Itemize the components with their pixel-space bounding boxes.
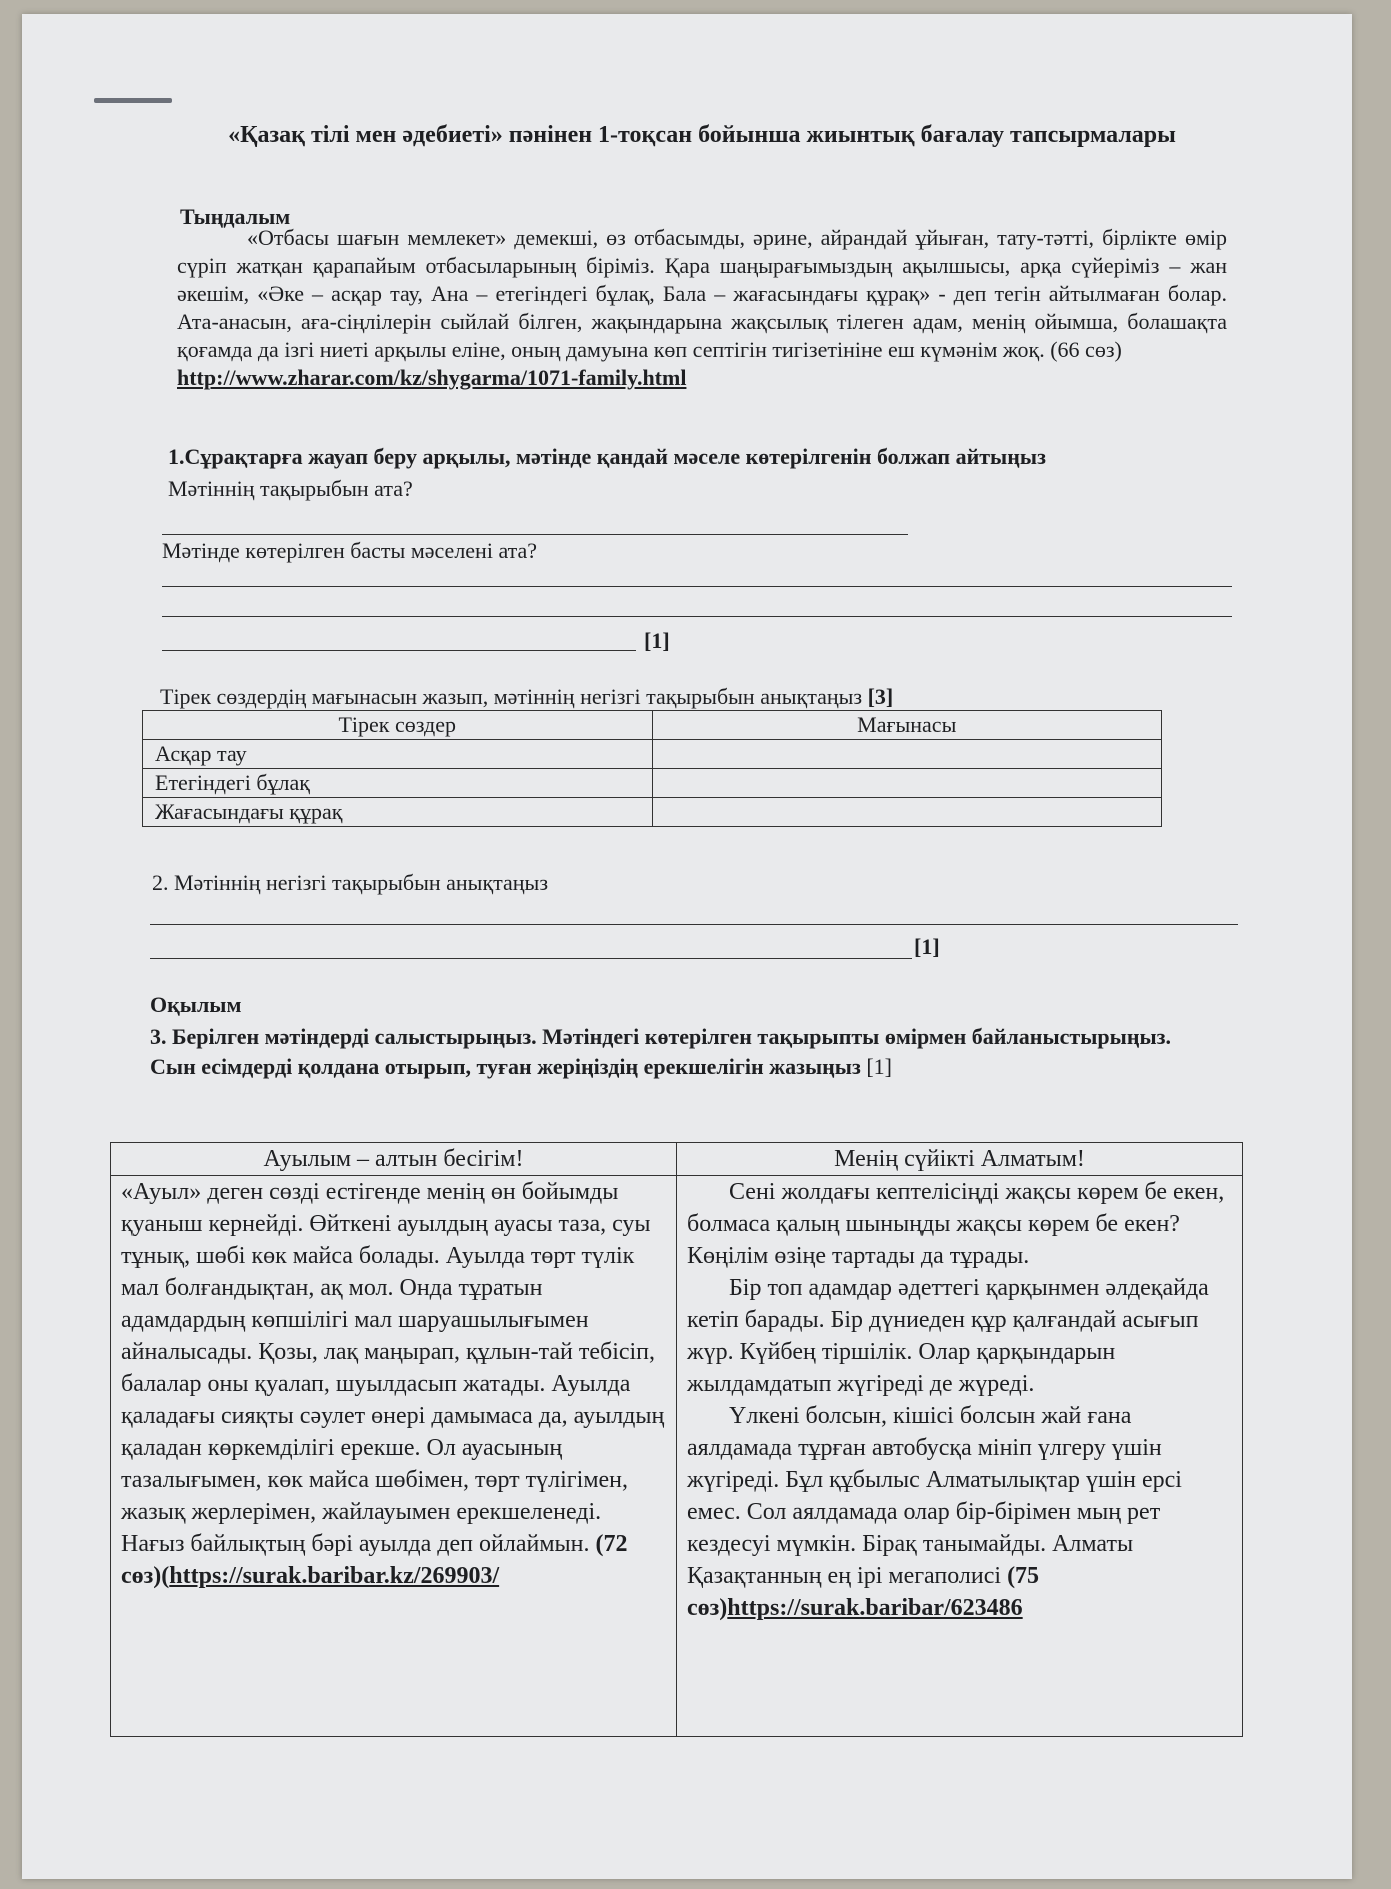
task-1-question-a: Мәтіннің тақырыбын ата? [168, 476, 413, 501]
page-title: «Қазақ тілі мен әдебиеті» пәнінен 1-тоқсан бойынша жиынтық бағалау тапсырмалары [228, 122, 1176, 148]
text-1-body [111, 1176, 677, 1737]
text-2-paragraph: Сені жолдағы кептелісіңді жақсы көрем бе екен, болмаса қалың шыныңды жақсы көрем бе екен? Көңілім өзіңе тартады да тұрады. [687, 1179, 1225, 1269]
reading-heading: Оқылым [150, 992, 242, 1017]
answer-line[interactable] [162, 534, 908, 535]
answer-line[interactable] [150, 924, 1238, 925]
meaning-answer-cell[interactable] [652, 769, 1162, 798]
answer-line[interactable] [150, 958, 912, 959]
text-2-paragraph [687, 1400, 1232, 1624]
text-2-body [677, 1176, 1243, 1737]
score-mark: [1] [644, 628, 670, 653]
score-mark: [1] [866, 1054, 892, 1079]
answer-line[interactable] [162, 586, 1232, 587]
text-2-paragraph-text: Үлкені болсын, кішісі болсын жай ғана аялдамада тұрған автобусқа мініп үлгеру үшін жүгіреді. Бұл құбылыс Алматылықтар үшін ерсі емес. Сол аялдамада олар бір-бірімен мың рет кездесуі мүмкін. Бірақ танымайды. Алматы Қазақтанның ең ірі мегаполисі [687, 1403, 1182, 1589]
pen-mark [94, 98, 172, 103]
reading-texts-table [110, 1142, 1243, 1737]
text-2-source-link[interactable]: https://surak.baribar/623486 [727, 1595, 1023, 1621]
text-1-title: Ауылым – алтын бесігім! [111, 1143, 677, 1176]
worksheet-page [22, 14, 1352, 1879]
task-3-heading-text: 3. Берілген мәтіндерді салыстырыңыз. Мәтіндегі көтерілген тақырыпты өмірмен байланыстырыңыз. Сын есімдерді қолдана отырып, туған жеріңіздің ерекшелігін жазыңыз [150, 1024, 1172, 1079]
text-1-paragraph: «Ауыл» деген сөзді естігенде менің өн бойымды қуаныш кернейді. Өйткені ауылдың ауасы таза, суы тұнық, шөбі көк майса болады. Ауылда төрт түлік мал болғандықтан, ақ мол. Онда тұратын адамдардың көпшілігі мал шаруашылығымен айналысады. Қозы, лақ маңырап, құлын-тай тебісіп, балалар оны қуалап, шуылдасып жатады. Ауылда қаладағы сияқты сәулет өнері дамымаса да, ауылдың қаладан көркемділігі ерекше. Ол ауасының тазалығымен, көк майса шөбімен, төрт түлігімен, жазық жерлерімен, жайлауымен ерекшеленеді. Нағыз байлықтың бәрі ауылда деп ойлаймын. [121, 1179, 665, 1557]
answer-line[interactable] [162, 616, 1232, 617]
keywords-table [142, 710, 1162, 827]
task-1-heading: 1.Сұрақтарға жауап беру арқылы, мәтінде қандай мәселе көтерілгенін болжап айтыңыз [168, 444, 1046, 469]
text-2-title: Менің сүйікті Алматым! [677, 1143, 1243, 1176]
task-2-question: 2. Мәтіннің негізгі тақырыбын анықтаңыз [152, 870, 549, 895]
keywords-instruction-text: Тірек сөздердің мағынасын жазып, мәтіннің негізгі тақырыбын анықтаңыз [160, 684, 863, 709]
column-header-keywords: Тірек сөздер [143, 711, 653, 740]
text-1-word-count: (72 сөз)( [121, 1531, 628, 1589]
keywords-instruction [160, 684, 893, 710]
task-1-question-b: Мәтінде көтерілген басты мәселені ата? [162, 538, 538, 563]
text-1-source-link[interactable]: https://surak.baribar.kz/269903/ [169, 1563, 500, 1589]
meaning-answer-cell[interactable] [652, 740, 1162, 769]
keyword-cell: Етегіндегі бұлақ [143, 769, 653, 798]
listening-heading: Тыңдалым [180, 204, 291, 229]
column-header-meaning: Мағынасы [652, 711, 1162, 740]
meaning-answer-cell[interactable] [652, 798, 1162, 827]
listening-paragraph: «Отбасы шағын мемлекет» демекші, өз отбасымды, әрине, айрандай ұйыған, тату-тәтті, бірлікте өмір сүріп жатқан қарапайым отбасыларының біріміз. Қара шаңырағымыздың ақылшысы, арқа сүйеріміз – жан әкешім, «Әке – асқар тау, Ана – етегіндегі бұлақ, Бала – жағасындағы құрақ» - деп тегін айтылмаған болар. Ата-анасын, аға-сіңлілерін сыйлай білген, жақындарына жақсылық тілеген адам, менің ойымша, болашақта қоғамда да ізгі ниеті арқылы еліне, оның дамуына көп септігін тигізетініне еш күмәнім жоқ. (66 сөз) [177, 225, 1227, 362]
listening-source-link[interactable]: http://www.zharar.com/kz/shygarma/1071-family.html [177, 365, 687, 390]
keyword-cell: Жағасындағы құрақ [143, 798, 653, 827]
answer-line[interactable] [162, 650, 636, 651]
keyword-cell: Асқар тау [143, 740, 653, 769]
task-3-heading [150, 1022, 1190, 1082]
text-2-paragraph: Бір топ адамдар әдеттегі қарқынмен әлдеқайда кетіп барады. Бір дүниеден құр қалғандай асығып жүр. Күйбең тіршілік. Олар қарқындарын жылдамдатып жүгіреді де жүреді. [687, 1275, 1209, 1397]
listening-text [177, 224, 1227, 392]
score-mark: [3] [867, 684, 894, 709]
score-mark: [1] [914, 934, 940, 959]
text-2-word-count: (75 сөз) [687, 1563, 1040, 1621]
